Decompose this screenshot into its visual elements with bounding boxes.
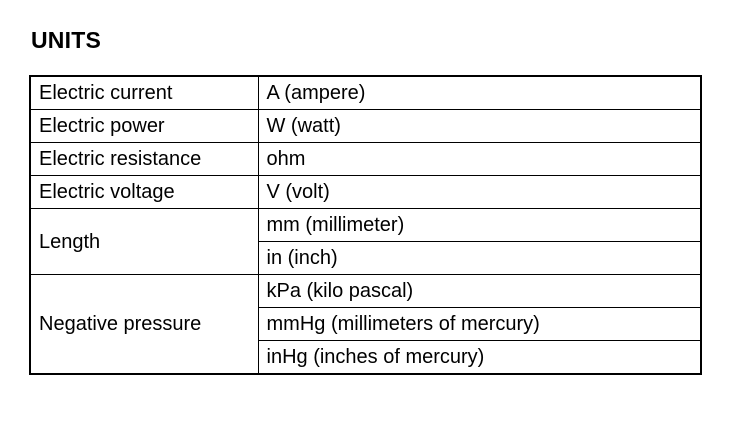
- quantity-cell: Electric current: [30, 76, 258, 110]
- quantity-cell: Negative pressure: [30, 275, 258, 375]
- units-table: [29, 75, 702, 375]
- unit-cell: mm (millimeter): [258, 209, 701, 242]
- unit-cell: inHg (inches of mercury): [258, 341, 701, 375]
- unit-cell: W (watt): [258, 110, 701, 143]
- unit-cell: A (ampere): [258, 76, 701, 110]
- table-row: [30, 110, 701, 143]
- page-title: UNITS: [31, 27, 101, 53]
- table-row: [30, 176, 701, 209]
- quantity-cell: Electric power: [30, 110, 258, 143]
- quantity-cell: Length: [30, 209, 258, 275]
- unit-cell: V (volt): [258, 176, 701, 209]
- unit-cell: ohm: [258, 143, 701, 176]
- table-row: [30, 275, 701, 308]
- table-row: [30, 209, 701, 242]
- unit-cell: kPa (kilo pascal): [258, 275, 701, 308]
- quantity-cell: Electric voltage: [30, 176, 258, 209]
- unit-cell: in (inch): [258, 242, 701, 275]
- table-row: [30, 143, 701, 176]
- table-row: [30, 76, 701, 110]
- quantity-cell: Electric resistance: [30, 143, 258, 176]
- unit-cell: mmHg (millimeters of mercury): [258, 308, 701, 341]
